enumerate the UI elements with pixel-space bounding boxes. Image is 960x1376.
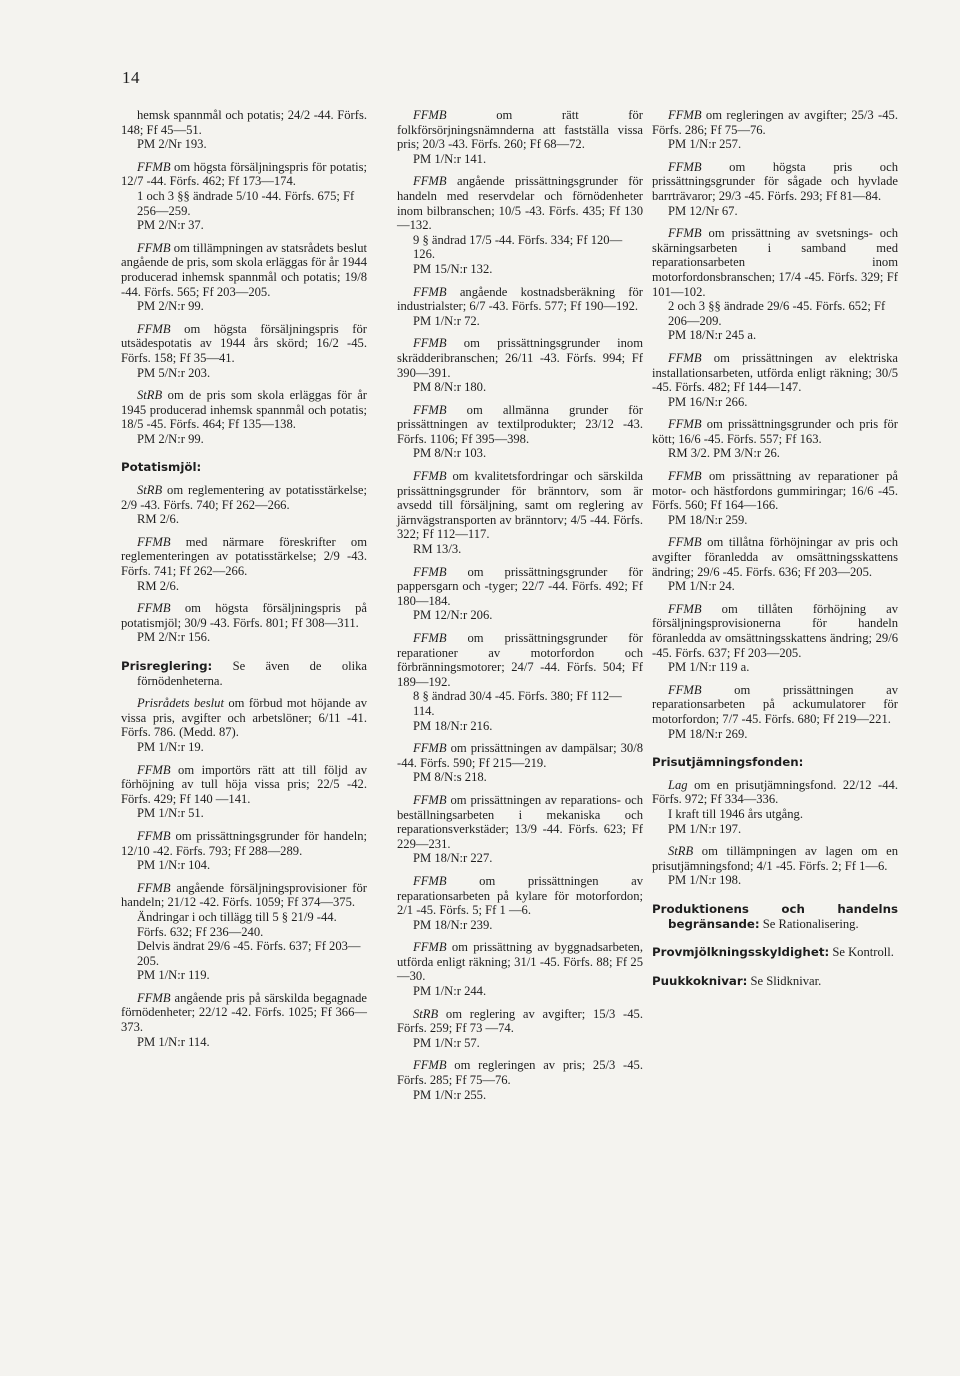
index-entry bbox=[121, 483, 367, 527]
entry-description: om förbud mot höjande av vissa pris, avgifter och arbetslöner; 6/11 -41. Förfs. 786. (Medd. 87). bbox=[121, 696, 367, 740]
index-entry bbox=[397, 285, 643, 329]
entry-description: med närmare föreskrifter om reglementeringen av potatisstärkelse; 2/9 -43. Förfs. 741; Ff 262—266. bbox=[121, 534, 367, 579]
entry-reference: PM 8/N:r 103. bbox=[413, 446, 487, 461]
entry-reference: PM 1/N:r 255. bbox=[413, 1087, 487, 1102]
entry-text bbox=[652, 351, 898, 395]
index-entry bbox=[121, 108, 367, 152]
index-entry bbox=[652, 602, 898, 675]
entry-reference: PM 5/N:r 203. bbox=[137, 365, 211, 380]
index-entry bbox=[121, 160, 367, 233]
entry-agency: FFMB bbox=[413, 631, 447, 645]
index-entry bbox=[652, 469, 898, 527]
entry-description: om allmänna grunder för prissättningen av textilprodukter; 23/12 -43. Förfs. 1106; Ff 395—398. bbox=[397, 402, 643, 446]
entry-text bbox=[397, 741, 643, 770]
index-entry bbox=[652, 351, 898, 409]
entry-agency: StRB bbox=[668, 844, 694, 859]
entry-text bbox=[121, 829, 367, 858]
entry-description: om tillåten förhöjning av försäljningsprovisionerna för handeln föranledda av omsättningsskattens ändring; 29/6 -45. Förfs. 637; Ff 203—205. bbox=[652, 601, 898, 660]
entry-reference: PM 1/N:r 257. bbox=[668, 137, 742, 152]
entry-description: om prissättningen av elektriska installationsarbeten, utförda enligt räkning; 30/5 -45. Förfs. 482; Ff 144—147. bbox=[652, 350, 898, 395]
entry-reference: PM 1/N:r 119 a. bbox=[668, 660, 750, 675]
index-entry bbox=[652, 535, 898, 593]
entry-agency: FFMB bbox=[413, 1058, 447, 1073]
entry-agency: FFMB bbox=[668, 417, 702, 432]
entry-reference: Ändringar i och tillägg till 5 § 21/9 -44. Förfs. 632; Ff 236—240. bbox=[137, 909, 337, 939]
entry-description: angående kostnadsberäkning för industrialster; 6/7 -43. Förfs. 577; Ff 190—192. bbox=[397, 284, 643, 314]
entry-reference: PM 2/N:r 99. bbox=[137, 299, 204, 314]
entry-text bbox=[397, 174, 643, 232]
entry-text bbox=[652, 226, 898, 299]
index-entry bbox=[121, 696, 367, 754]
entry-description: om högsta försäljningspris på potatismjöl; 30/9 -43. Förfs. 801; Ff 308—311. bbox=[121, 601, 367, 630]
entry-reference: PM 16/N:r 266. bbox=[668, 394, 748, 409]
entry-text bbox=[652, 844, 898, 873]
index-entry bbox=[397, 793, 643, 866]
entry-reference: 8 § ändrad 30/4 -45. Förfs. 380; Ff 112—114. bbox=[413, 689, 622, 718]
entry-agency: FFMB bbox=[137, 990, 171, 1005]
section-heading-title: Prisreglering: bbox=[121, 659, 213, 673]
index-entry bbox=[121, 763, 367, 821]
entry-agency: FFMB bbox=[668, 226, 702, 241]
entry-reference: Delvis ändrat 29/6 -45. Förfs. 637; Ff 203—205. bbox=[137, 939, 361, 968]
entry-agency: FFMB bbox=[413, 402, 447, 417]
entry-text bbox=[652, 417, 898, 446]
entry-agency: FFMB bbox=[668, 535, 702, 550]
entry-description: om reglementering av potatisstärkelse; 2/9 -43. Förfs. 740; Ff 262—266. bbox=[121, 483, 367, 512]
section-heading bbox=[121, 659, 367, 688]
entry-description: om högsta pris och prissättningsgrunder för sågade och hyvlade barrträvaror; 29/3 -45. Förfs. 293; Ff 81—84. bbox=[652, 159, 898, 203]
index-entry bbox=[397, 1058, 643, 1102]
entry-reference: PM 1/N:r 51. bbox=[137, 806, 204, 821]
section-heading-title: Produktionens och handelns begränsande: bbox=[652, 901, 898, 931]
entry-reference: 1 och 3 §§ ändrade 5/10 -44. Förfs. 675; Ff 256—259. bbox=[137, 188, 355, 218]
entry-reference: PM 18/N:r 216. bbox=[413, 718, 493, 733]
entry-agency: FFMB bbox=[413, 940, 447, 955]
entry-agency: FFMB bbox=[668, 108, 702, 122]
index-entry bbox=[397, 565, 643, 623]
entry-description: om regleringen av avgifter; 25/3 -45. Förfs. 286; Ff 75—76. bbox=[652, 108, 898, 137]
entry-agency: FFMB bbox=[137, 762, 171, 777]
entry-agency: FFMB bbox=[668, 682, 702, 697]
entry-agency: FFMB bbox=[413, 792, 447, 807]
entry-reference: RM 13/3. bbox=[413, 542, 462, 557]
section-heading-reference: Se Slidknivar. bbox=[747, 973, 822, 988]
entry-agency: FFMB bbox=[413, 741, 447, 756]
index-entry bbox=[397, 108, 643, 166]
entry-reference: PM 18/N:r 227. bbox=[413, 851, 493, 866]
entry-text bbox=[121, 160, 367, 189]
entry-description: om prissättning av byggnadsarbeten, utförda enligt räkning; 31/1 -45. Förfs. 88; Ff 25—30. bbox=[397, 940, 643, 984]
index-entry bbox=[652, 160, 898, 218]
index-entry bbox=[397, 336, 643, 394]
entry-agency: FFMB bbox=[668, 159, 702, 174]
index-entry bbox=[652, 778, 898, 836]
index-entry bbox=[121, 388, 367, 446]
index-entry bbox=[397, 174, 643, 276]
entry-text bbox=[397, 336, 643, 380]
entry-text bbox=[652, 683, 898, 727]
section-heading-reference: Se även de olika förnödenheterna. bbox=[137, 659, 367, 688]
entry-reference: PM 18/N:r 269. bbox=[668, 726, 748, 741]
entry-description: angående försäljningsprovisioner för handeln; 21/12 -42. Förfs. 1059; Ff 374—375. bbox=[121, 880, 367, 910]
entry-reference: PM 1/N:r 19. bbox=[137, 739, 204, 754]
index-entry bbox=[121, 535, 367, 593]
entry-reference: PM 1/N:r 119. bbox=[137, 968, 210, 983]
entry-description: om de pris som skola erläggas för år 1945 producerad inhemsk spannmål och potatis; 18/5 -45. Förfs. 464; Ff 135—138. bbox=[121, 388, 367, 432]
entry-text bbox=[121, 991, 367, 1035]
entry-reference: 9 § ändrad 17/5 -44. Förfs. 334; Ff 120—126. bbox=[413, 232, 623, 262]
entry-reference: PM 18/N:r 259. bbox=[668, 512, 748, 527]
index-entry bbox=[121, 829, 367, 873]
index-entry bbox=[121, 991, 367, 1049]
entry-agency: FFMB bbox=[413, 873, 447, 888]
index-entry bbox=[397, 940, 643, 998]
entry-reference: PM 18/N:r 245 a. bbox=[668, 328, 757, 343]
entry-reference: RM 2/6. bbox=[137, 512, 179, 527]
entry-agency: FFMB bbox=[137, 828, 171, 843]
section-heading bbox=[652, 974, 898, 989]
entry-text bbox=[397, 1058, 643, 1087]
index-entry bbox=[121, 241, 367, 314]
entry-description: om prissättning av svetsnings- och skärningsarbeten i samband med reparationsarbeten inom motorfordonsbranschen; 17/4 -45. Förfs. 329; Ff 101—102. bbox=[652, 226, 898, 299]
entry-description: om prissättningsgrunder inom skrädderibranschen; 26/11 -43. Förfs. 994; Ff 390—391. bbox=[397, 336, 643, 380]
entry-agency: StRB bbox=[413, 1006, 439, 1021]
entry-agency: FFMB bbox=[137, 534, 171, 549]
entry-reference: PM 18/N:r 239. bbox=[413, 917, 493, 932]
column-1 bbox=[121, 108, 367, 1057]
index-entry bbox=[652, 108, 898, 152]
entry-agency: Lag bbox=[668, 777, 688, 792]
entry-description: hemsk spannmål och potatis; 24/2 -44. Förfs. 148; Ff 45—51. bbox=[121, 108, 367, 137]
entry-agency: FFMB bbox=[413, 284, 447, 299]
entry-description: om prissättningsgrunder för pappersgarn och -tyger; 22/7 -44. Förfs. 492; Ff 180—184. bbox=[397, 564, 643, 608]
entry-reference: RM 3/2. PM 3/N:r 26. bbox=[668, 446, 780, 461]
entry-text bbox=[652, 778, 898, 807]
section-heading-reference: Se Kontroll. bbox=[829, 945, 894, 960]
entry-description: om prissättningen av reparationsarbeten på ackumulatorer för motorfordon; 7/7 -45. Förfs. 680; Ff 219—221. bbox=[652, 682, 898, 726]
entry-text bbox=[652, 108, 898, 137]
entry-text bbox=[121, 763, 367, 807]
entry-text bbox=[121, 881, 367, 910]
entry-agency: FFMB bbox=[137, 601, 171, 616]
index-entry bbox=[121, 601, 367, 645]
section-heading-title: Potatismjöl: bbox=[121, 460, 202, 475]
entry-description: om kvalitetsfordringar och särskilda prissättningsgrunder för bränntorv, som är avsedd till försäljning, samt om reglering av järnvägstransporten av bränntorv; 4/5 -44. Förfs. 322; Ff 112—117. bbox=[397, 469, 643, 542]
section-heading bbox=[652, 755, 898, 770]
entry-reference: 2 och 3 §§ ändrade 29/6 -45. Förfs. 652; Ff 206—209. bbox=[668, 299, 886, 328]
entry-description: om högsta försäljningspris för potatis; 12/7 -44. Förfs. 462; Ff 173—174. bbox=[121, 159, 367, 189]
entry-text bbox=[121, 241, 367, 299]
entry-text bbox=[121, 483, 367, 512]
entry-text bbox=[121, 535, 367, 579]
entry-text bbox=[121, 322, 367, 366]
entry-text bbox=[652, 535, 898, 579]
index-entry bbox=[652, 417, 898, 461]
entry-reference: PM 12/Nr 67. bbox=[668, 203, 738, 218]
entry-reference: PM 15/N:r 132. bbox=[413, 261, 493, 276]
entry-text bbox=[397, 403, 643, 447]
entry-agency: FFMB bbox=[413, 469, 447, 484]
entry-agency: FFMB bbox=[668, 601, 702, 616]
entry-agency: FFMB bbox=[137, 321, 171, 336]
index-entry bbox=[397, 469, 643, 557]
entry-agency: FFMB bbox=[668, 469, 702, 484]
entry-reference: PM 8/N:s 218. bbox=[413, 770, 487, 785]
section-heading-title: Provmjölkningsskyldighet: bbox=[652, 945, 830, 960]
entry-agency: FFMB bbox=[137, 159, 171, 174]
page-number: 14 bbox=[122, 68, 140, 87]
index-entry bbox=[397, 741, 643, 785]
entry-description: angående pris på särskilda begagnade förnödenheter; 22/12 -42. Förfs. 1025; Ff 366—373. bbox=[121, 990, 367, 1035]
entry-reference: RM 2/6. bbox=[137, 578, 179, 593]
entry-text bbox=[397, 793, 643, 851]
entry-reference: PM 2/Nr 193. bbox=[137, 137, 207, 152]
entry-reference: PM 1/N:r 72. bbox=[413, 313, 480, 328]
entry-reference: PM 1/N:r 104. bbox=[137, 858, 211, 873]
entry-agency: StRB bbox=[137, 483, 163, 498]
entry-agency: FFMB bbox=[413, 174, 447, 189]
entry-agency: StRB bbox=[137, 388, 163, 403]
entry-reference: PM 1/N:r 114. bbox=[137, 1034, 210, 1049]
entry-reference: PM 2/N:r 37. bbox=[137, 218, 204, 233]
entry-description: om prissättningen av reparationsarbeten på kylare för motorfordon; 2/1 -45. Förfs. 5; Ff 1 —6. bbox=[397, 873, 643, 918]
section-heading bbox=[652, 902, 898, 931]
entry-reference: PM 2/N:r 99. bbox=[137, 431, 204, 446]
entry-description: om reglering av avgifter; 15/3 -45. Förfs. 259; Ff 73 —74. bbox=[397, 1006, 643, 1036]
entry-description: om regleringen av pris; 25/3 -45. Förfs. 285; Ff 75—76. bbox=[397, 1058, 643, 1088]
index-entry bbox=[652, 683, 898, 741]
entry-text bbox=[397, 285, 643, 314]
entry-text bbox=[121, 388, 367, 432]
entry-agency: FFMB bbox=[413, 564, 447, 579]
index-entry bbox=[397, 631, 643, 733]
entry-description: om rätt för folkförsörjningsnämnderna att fastställa vissa pris; 20/3 -43. Förfs. 260; Ff 68—72. bbox=[397, 108, 643, 152]
index-entry bbox=[397, 874, 643, 932]
entry-description: om prissättningsgrunder för handeln; 12/10 -42. Förfs. 793; Ff 288—289. bbox=[121, 828, 367, 858]
entry-agency: FFMB bbox=[413, 336, 447, 351]
index-entry bbox=[652, 226, 898, 343]
entry-reference: PM 1/N:r 141. bbox=[413, 151, 487, 166]
entry-description: om en prisutjämningsfond. 22/12 -44. Förfs. 972; Ff 334—336. bbox=[652, 777, 898, 807]
entry-reference: PM 1/N:r 24. bbox=[668, 579, 735, 594]
entry-reference: PM 8/N:r 180. bbox=[413, 380, 487, 395]
entry-description: om prissättning av reparationer på motor- och hästfordons gummiringar; 16/6 -45. Förfs. 560; Ff 164—166. bbox=[652, 469, 898, 513]
index-entry bbox=[397, 403, 643, 461]
entry-description: om prissättningsgrunder för reparationer av motorfordon och förbränningsmotorer; 24/7 -44. Förfs. 504; Ff 189—192. bbox=[397, 631, 643, 689]
entry-description: om högsta försäljningspris för utsädespotatis av 1944 års skörd; 16/2 -45. Förfs. 158; Ff 35—41. bbox=[121, 321, 367, 365]
entry-text bbox=[121, 601, 367, 630]
entry-description: om prissättningsgrunder och pris för kött; 16/6 -45. Förfs. 557; Ff 163. bbox=[652, 417, 898, 446]
entry-reference: PM 12/N:r 206. bbox=[413, 608, 493, 623]
index-entry bbox=[397, 1007, 643, 1051]
entry-text bbox=[121, 696, 367, 740]
entry-text bbox=[397, 1007, 643, 1036]
entry-reference: PM 1/N:r 198. bbox=[668, 873, 742, 888]
entry-description: om tillåtna förhöjningar av pris och avgifter föranledda av omsättningsskattens ändring; 29/6 -45. Förfs. 636; Ff 203—205. bbox=[652, 535, 898, 579]
entry-text bbox=[397, 108, 643, 152]
section-heading-title: Prisutjämningsfonden: bbox=[652, 755, 804, 770]
index-entry bbox=[121, 322, 367, 380]
entry-text bbox=[652, 160, 898, 204]
entry-reference: PM 1/N:r 197. bbox=[668, 821, 742, 836]
entry-agency: FFMB bbox=[413, 108, 447, 122]
section-heading bbox=[652, 945, 898, 960]
index-entry bbox=[121, 881, 367, 983]
entry-text bbox=[397, 874, 643, 918]
entry-text bbox=[652, 469, 898, 513]
entry-reference: PM 1/N:r 244. bbox=[413, 984, 487, 999]
entry-description: om prissättningen av dampälsar; 30/8 -44. Förfs. 590; Ff 215—219. bbox=[397, 741, 643, 770]
entry-description: om importörs rätt att till följd av förhöjning av tull höja vissa pris; 22/5 -42. Förfs. 429; Ff 140 —141. bbox=[121, 762, 367, 806]
section-heading-title: Puukkoknivar: bbox=[652, 973, 748, 988]
index-entry bbox=[652, 844, 898, 888]
entry-description: om prissättningen av reparations- och beställningsarbeten i mekaniska och reparationsverkstäder; 13/9 -44. Förfs. 623; Ff 229—231. bbox=[397, 792, 643, 851]
entry-description: om tillämpningen av statsrådets beslut angående de pris, som skola erläggas för år 1944 producerad inhemsk spannmål och potatis; 19/8 -44. Förfs. 565; Ff 203—205. bbox=[121, 240, 367, 299]
column-3 bbox=[652, 108, 898, 996]
entry-text bbox=[397, 631, 643, 689]
entry-agency: FFMB bbox=[137, 880, 171, 895]
entry-text bbox=[397, 469, 643, 542]
section-heading-reference: Se Rationalisering. bbox=[759, 916, 859, 931]
entry-agency: FFMB bbox=[668, 350, 702, 365]
entry-description: angående prissättningsgrunder för handeln med reservdelar och förnödenheter inom bilbranschen; 10/5 -43. Förfs. 435; Ff 130—132. bbox=[397, 174, 643, 233]
entry-agency: FFMB bbox=[137, 240, 171, 255]
entry-reference: I kraft till 1946 års utgång. bbox=[668, 806, 804, 821]
column-2 bbox=[397, 108, 643, 1110]
entry-text bbox=[397, 940, 643, 984]
entry-text bbox=[121, 108, 367, 137]
entry-reference: PM 2/N:r 156. bbox=[137, 630, 211, 645]
entry-text bbox=[397, 565, 643, 609]
section-heading bbox=[121, 460, 367, 475]
entry-description: om tillämpningen av lagen om en prisutjämningsfond; 4/1 -45. Förfs. 2; Ff 1—6. bbox=[652, 844, 898, 873]
entry-agency: Prisrådets beslut bbox=[137, 696, 224, 711]
entry-text bbox=[652, 602, 898, 660]
entry-reference: PM 1/N:r 57. bbox=[413, 1035, 480, 1050]
